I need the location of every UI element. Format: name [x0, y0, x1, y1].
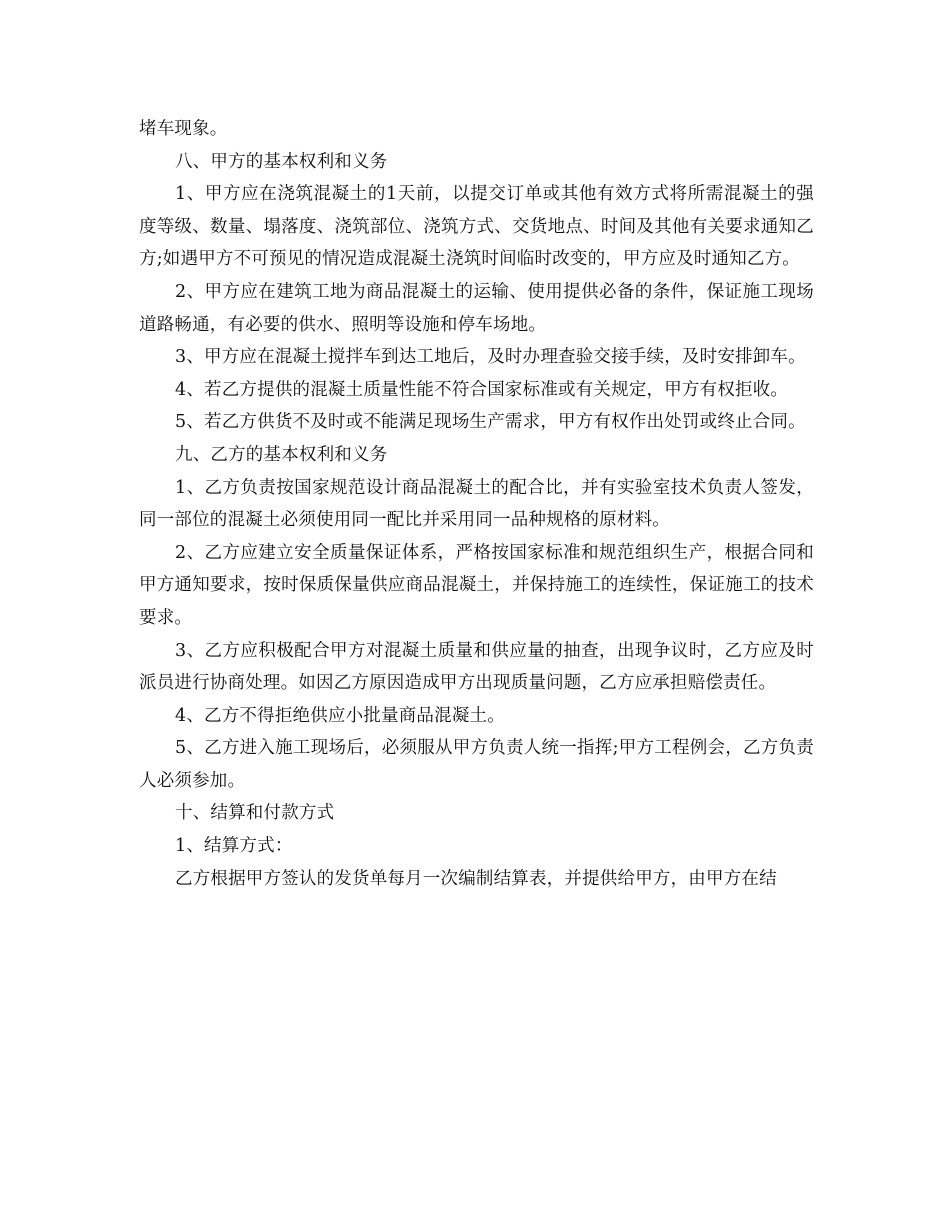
section-heading-9: 九、乙方的基本权利和义务 — [175, 444, 388, 465]
section-heading-10: 十、结算和付款方式 — [175, 803, 335, 824]
paragraph-10-1: 1、结算方式： — [175, 836, 293, 857]
paragraph-continuation: 堵车现象。 — [139, 119, 228, 139]
paragraph-9-5: 5、乙方进入施工现场后，必须服从甲方负责人统一指挥;甲方工程例会，乙方负责人必须参加。 — [139, 738, 814, 791]
paragraph-10-1-body: 乙方根据甲方签认的发货单每月一次编制结算表，并提供给甲方，由甲方在结 — [175, 868, 777, 889]
section-heading-8: 八、甲方的基本权利和义务 — [175, 151, 388, 172]
paragraph-9-4: 4、乙方不得拒绝供应小批量商品混凝土。 — [175, 705, 505, 726]
paragraph-8-5: 5、若乙方供货不及时或不能满足现场生产需求，甲方有权作出处罚或终止合同。 — [175, 412, 806, 433]
paragraph-9-3: 3、乙方应积极配合甲方对混凝土质量和供应量的抽查，出现争议时，乙方应及时派员进行协商处理。如因乙方原因造成甲方出现质量问题，乙方应承担赔偿责任。 — [139, 640, 814, 694]
paragraph-9-2: 2、乙方应建立安全质量保证体系，严格按国家标准和规范组织生产，根据合同和甲方通知要求，按时保质保量供应商品混凝土，并保持施工的连续性，保证施工的技术要求。 — [139, 542, 814, 628]
paragraph-8-3: 3、甲方应在混凝土搅拌车到达工地后，及时办理查验交接手续，及时安排卸车。 — [175, 347, 806, 368]
paragraph-8-2: 2、甲方应在建筑工地为商品混凝土的运输、使用提供必备的条件，保证施工现场道路畅通，有必要的供水、照明等设施和停车场地。 — [139, 281, 814, 335]
paragraph-9-1: 1、乙方负责按国家规范设计商品混凝土的配合比，并有实验室技术负责人签发，同一部位的混凝土必须使用同一配比并采用同一品种规格的原材料。 — [139, 477, 814, 531]
paragraph-8-1: 1、甲方应在浇筑混凝土的1天前，以提交订单或其他有效方式将所需混凝土的强度等级、数量、塌落度、浇筑部位、浇筑方式、交货地点、时间及其他有关要求通知乙方;如遇甲方不可预见的情况造成混凝土浇筑时间临时改变的，甲方应及时通知乙方。 — [139, 184, 814, 270]
document-body — [139, 113, 814, 895]
paragraph-8-4: 4、若乙方提供的混凝土质量性能不符合国家标准或有关规定，甲方有权拒收。 — [175, 379, 789, 400]
